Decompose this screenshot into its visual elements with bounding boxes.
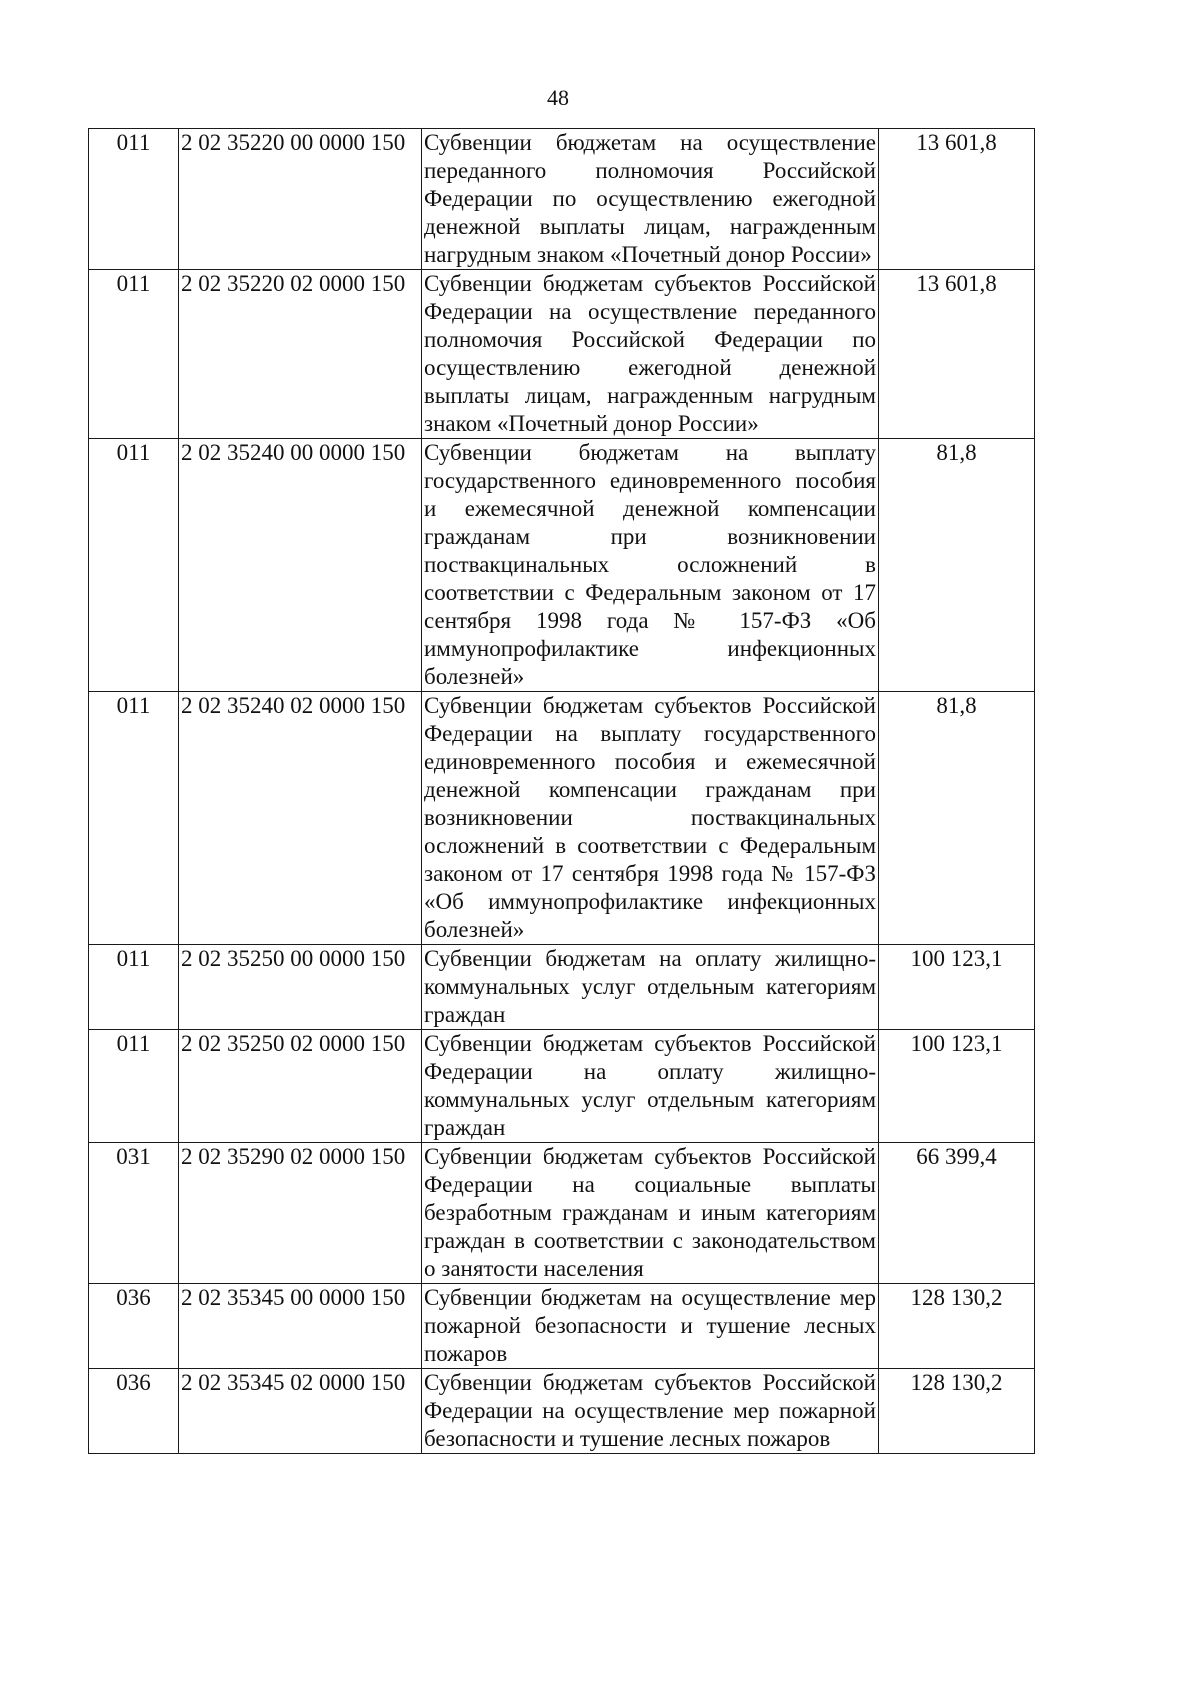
table-row: [89, 945, 1035, 1030]
budget-classification-code-cell: 2 02 35345 00 0000 150: [179, 1284, 422, 1369]
amount-cell: 128 130,2: [879, 1369, 1035, 1454]
table-row: [89, 692, 1035, 945]
revenue-name-cell: Субвенции бюджетам субъектов Российской Федерации на осуществление переданного полномочия Российской Федерации по осуществлению ежегодной денежной выплаты лицам, награжденным нагрудным знаком «Почетный донор России»: [422, 270, 879, 439]
table-row: [89, 1030, 1035, 1143]
admin-code-cell: 036: [89, 1369, 179, 1454]
admin-code-cell: 031: [89, 1143, 179, 1284]
admin-code-cell: 011: [89, 692, 179, 945]
budget-table: [88, 128, 1035, 1454]
amount-cell: 100 123,1: [879, 945, 1035, 1030]
revenue-name-cell: Субвенции бюджетам субъектов Российской Федерации на оплату жилищно-коммунальных услуг отдельным категориям граждан: [422, 1030, 879, 1143]
revenue-name-cell: Субвенции бюджетам на оплату жилищно-коммунальных услуг отдельным категориям граждан: [422, 945, 879, 1030]
table-row: [89, 1143, 1035, 1284]
admin-code-cell: 011: [89, 1030, 179, 1143]
revenue-name-cell: Субвенции бюджетам на выплату государственного единовременного пособия и ежемесячной денежной компенсации гражданам при возникновении поствакцинальных осложнений в соответствии с Федеральным законом от 17 сентября 1998 года № 157-ФЗ «Об иммунопрофилактике инфекционных болезней»: [422, 439, 879, 692]
budget-classification-code-cell: 2 02 35345 02 0000 150: [179, 1369, 422, 1454]
revenue-name-cell: Субвенции бюджетам субъектов Российской Федерации на осуществление мер пожарной безопасности и тушение лесных пожаров: [422, 1369, 879, 1454]
revenue-name-cell: Субвенции бюджетам субъектов Российской Федерации на выплату государственного единовременного пособия и ежемесячной денежной компенсации гражданам при возникновении поствакцинальных осложнений в соответствии с Федеральным законом от 17 сентября 1998 года № 157-ФЗ «Об иммунопрофилактике инфекционных болезней»: [422, 692, 879, 945]
amount-cell: 128 130,2: [879, 1284, 1035, 1369]
admin-code-cell: 011: [89, 945, 179, 1030]
revenue-name-cell: Субвенции бюджетам на осуществление переданного полномочия Российской Федерации по осуществлению ежегодной денежной выплаты лицам, награжденным нагрудным знаком «Почетный донор России»: [422, 129, 879, 270]
budget-classification-code-cell: 2 02 35250 02 0000 150: [179, 1030, 422, 1143]
budget-classification-code-cell: 2 02 35220 02 0000 150: [179, 270, 422, 439]
amount-cell: 66 399,4: [879, 1143, 1035, 1284]
table-row: [89, 1284, 1035, 1369]
budget-classification-code-cell: 2 02 35240 00 0000 150: [179, 439, 422, 692]
budget-classification-code-cell: 2 02 35250 00 0000 150: [179, 945, 422, 1030]
admin-code-cell: 036: [89, 1284, 179, 1369]
budget-classification-code-cell: 2 02 35290 02 0000 150: [179, 1143, 422, 1284]
amount-cell: 100 123,1: [879, 1030, 1035, 1143]
amount-cell: 13 601,8: [879, 270, 1035, 439]
budget-classification-code-cell: 2 02 35240 02 0000 150: [179, 692, 422, 945]
amount-cell: 81,8: [879, 692, 1035, 945]
admin-code-cell: 011: [89, 439, 179, 692]
amount-cell: 81,8: [879, 439, 1035, 692]
admin-code-cell: 011: [89, 270, 179, 439]
admin-code-cell: 011: [89, 129, 179, 270]
amount-cell: 13 601,8: [879, 129, 1035, 270]
table-row: [89, 129, 1035, 270]
budget-classification-code-cell: 2 02 35220 00 0000 150: [179, 129, 422, 270]
budget-table-body: [89, 129, 1035, 1454]
page-number: 48: [547, 85, 569, 110]
table-row: [89, 439, 1035, 692]
table-row: [89, 270, 1035, 439]
table-row: [89, 1369, 1035, 1454]
revenue-name-cell: Субвенции бюджетам на осуществление мер пожарной безопасности и тушение лесных пожаров: [422, 1284, 879, 1369]
revenue-name-cell: Субвенции бюджетам субъектов Российской Федерации на социальные выплаты безработным гражданам и иным категориям граждан в соответствии с законодательством о занятости населения: [422, 1143, 879, 1284]
